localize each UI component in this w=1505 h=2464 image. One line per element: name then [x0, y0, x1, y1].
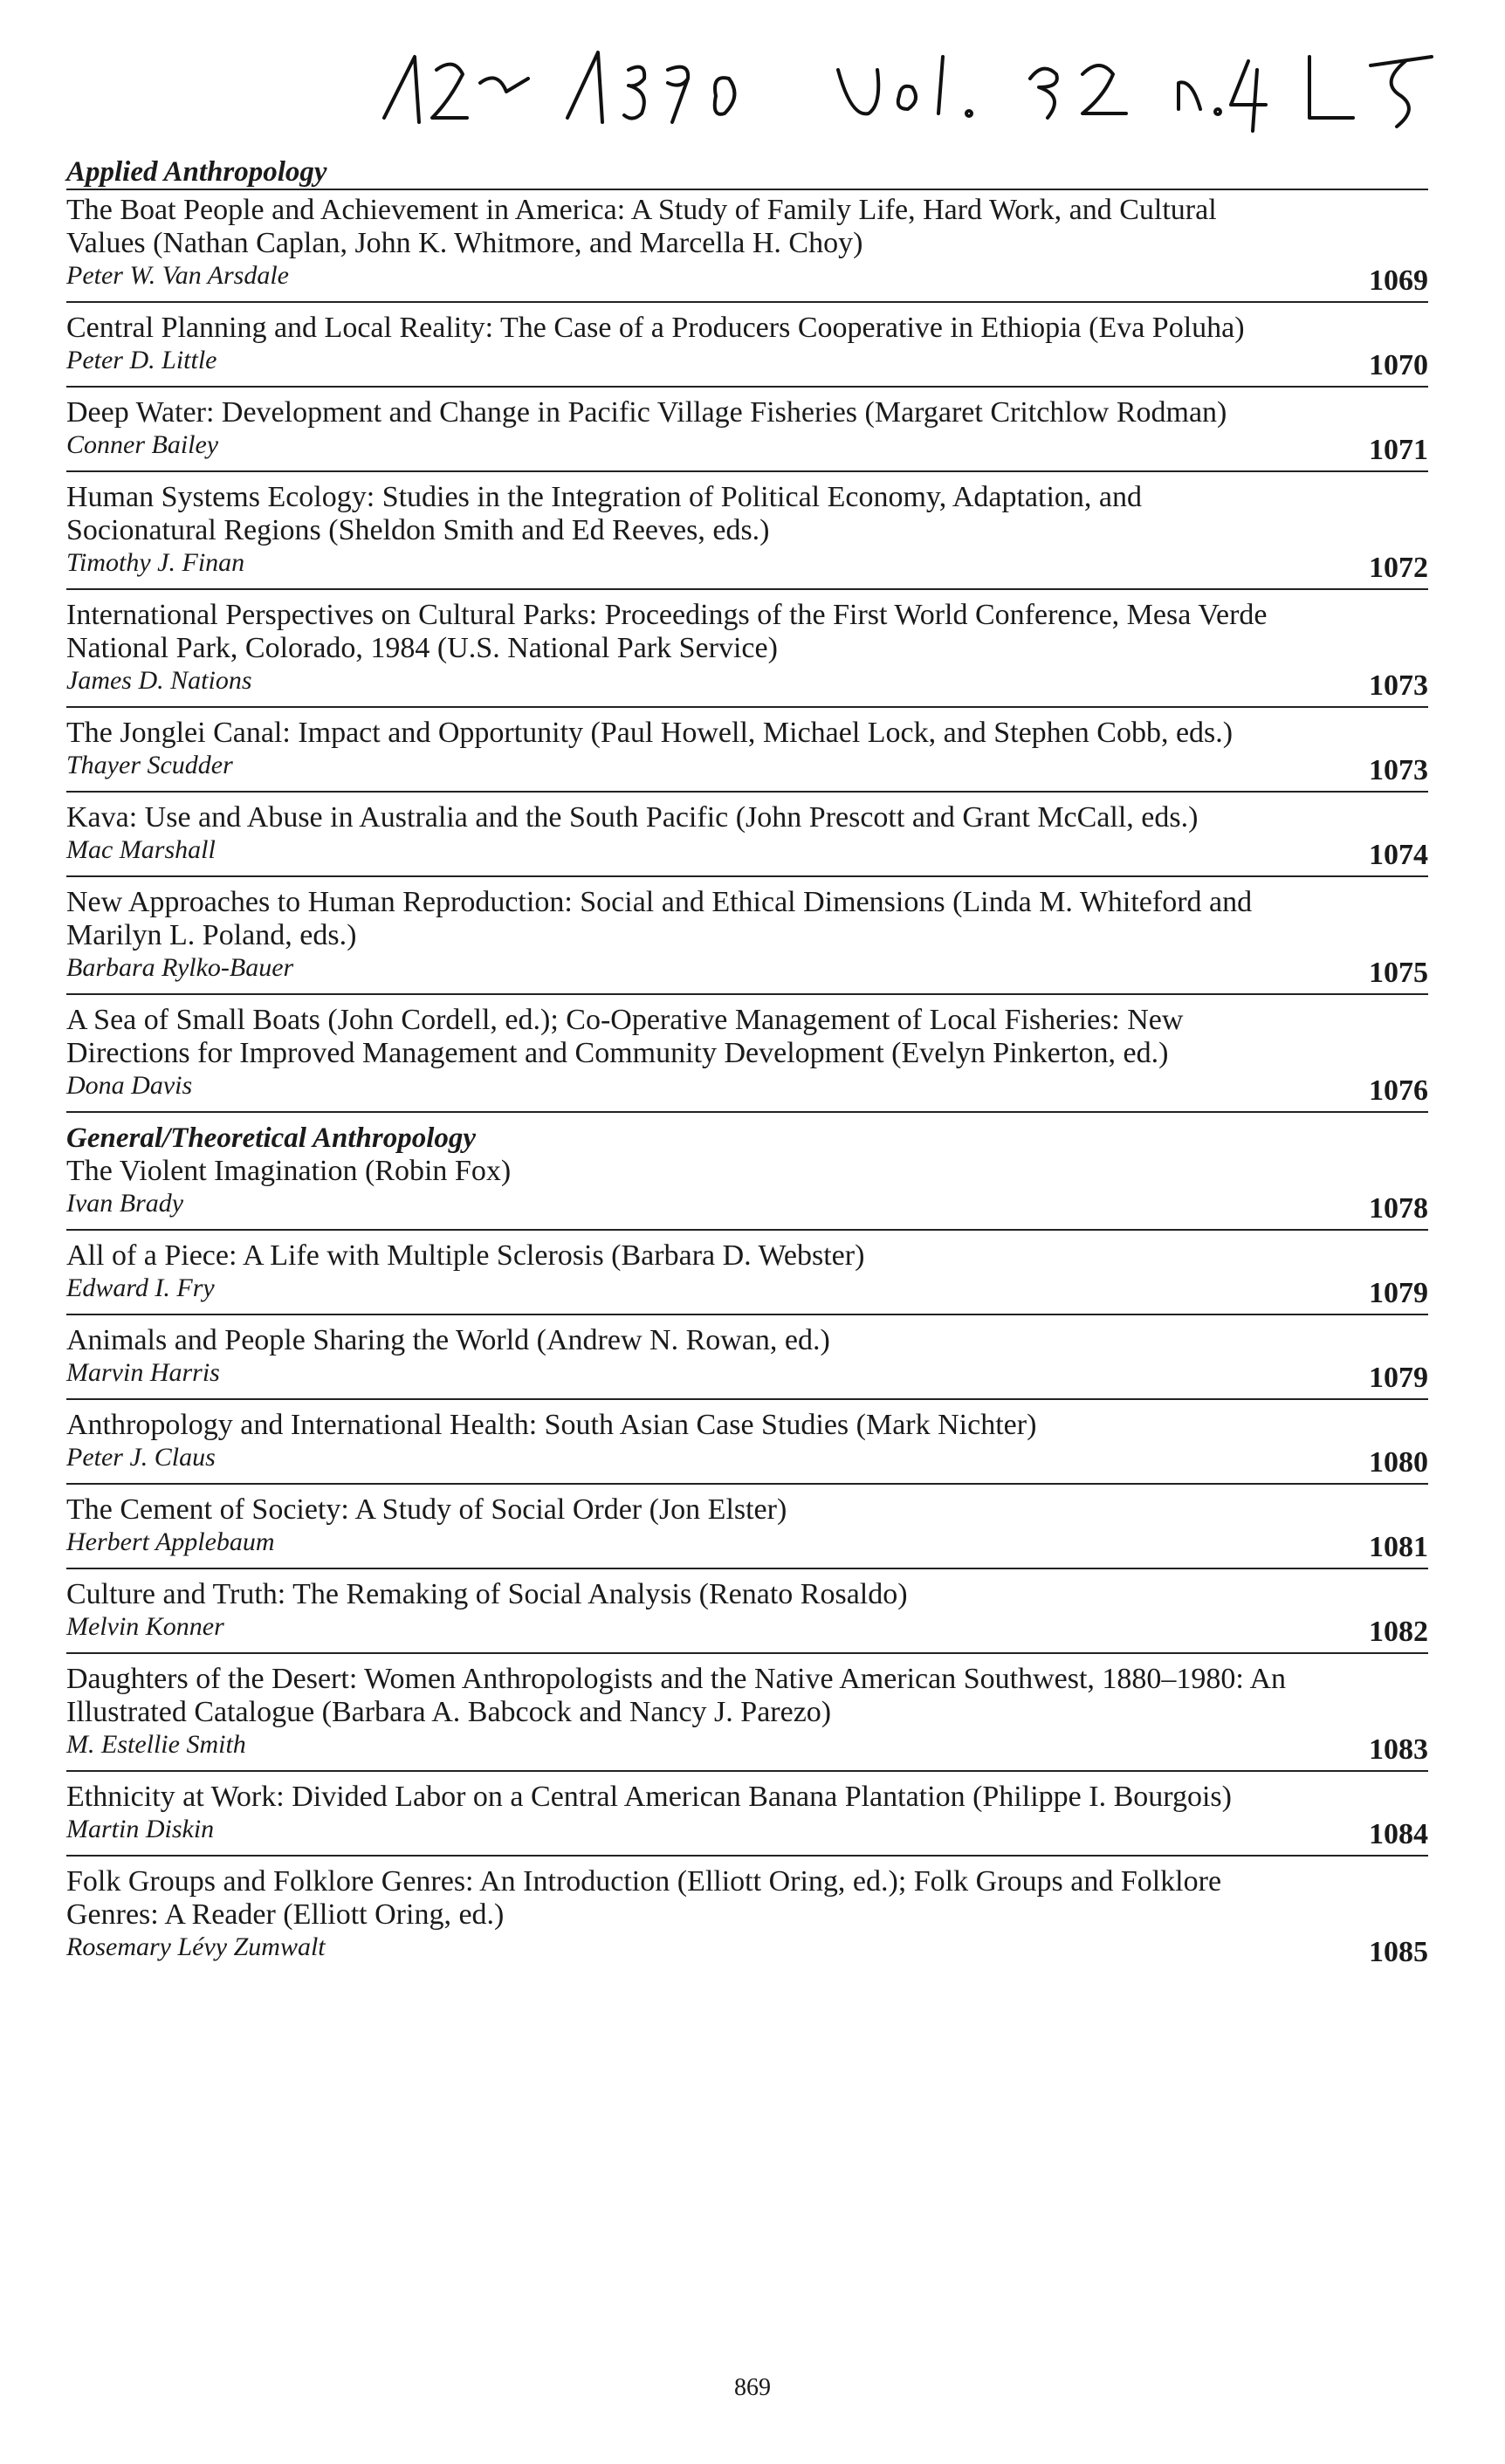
section-general-theoretical [66, 1122, 1428, 1973]
list-item [66, 1578, 1428, 1654]
reviewer-name: Barbara Rylko-Bauer [66, 953, 294, 982]
book-title: Deep Water: Development and Change in Pacific Village Fisheries (Margaret Critchlow Rodman) [66, 396, 1227, 429]
reviewer-name: Marvin Harris [66, 1358, 220, 1387]
book-title: Culture and Truth: The Remaking of Social Analysis (Renato Rosaldo) [66, 1578, 908, 1610]
list-item [66, 1409, 1428, 1485]
reviewer-name: Peter W. Van Arsdale [66, 261, 289, 290]
list-item [66, 599, 1428, 708]
reviewer-name: Ivan Brady [66, 1189, 184, 1218]
table-of-contents [66, 155, 1428, 1981]
page-number: 1076 [1369, 1074, 1428, 1107]
book-title: New Approaches to Human Reproduction: Social and Ethical Dimensions (Linda M. Whiteford and Marilyn L. Poland, eds.) [66, 886, 1253, 951]
list-item [66, 1781, 1428, 1857]
reviewer-name: Peter J. Claus [66, 1443, 216, 1472]
page-number: 1071 [1369, 434, 1428, 466]
list-item [66, 189, 1428, 303]
book-title: A Sea of Small Boats (John Cordell, ed.); Co-Operative Management of Local Fisheries: New Directions for Improved Management and Community Development (Evelyn Pinkerton, ed.) [66, 1004, 1184, 1069]
book-title: Daughters of the Desert: Women Anthropologists and the Native American Southwest, 1880–1980: An Illustrated Catalogue (Barbara A. Babcock and Nancy J. Parezo) [66, 1663, 1287, 1728]
page-number: 1081 [1369, 1531, 1428, 1563]
page-number: 1072 [1369, 552, 1428, 584]
list-item [66, 1865, 1428, 1973]
page-number: 1074 [1369, 839, 1428, 871]
reviewer-name: Melvin Konner [66, 1612, 224, 1641]
page-number: 1083 [1369, 1733, 1428, 1766]
book-title: The Violent Imagination (Robin Fox) [66, 1155, 512, 1187]
page-number: 1069 [1369, 264, 1428, 297]
book-title: Human Systems Ecology: Studies in the Integration of Political Economy, Adaptation, and Socionatural Regions (Sheldon Smith and Ed Reeves, eds.) [66, 481, 1143, 546]
page-number: 1082 [1369, 1616, 1428, 1648]
section-heading: General/Theoretical Anthropology [66, 1122, 477, 1154]
page-number: 1078 [1369, 1192, 1428, 1225]
book-title: Animals and People Sharing the World (Andrew N. Rowan, ed.) [66, 1324, 830, 1356]
list-item [66, 886, 1428, 995]
page-number: 1084 [1369, 1818, 1428, 1850]
list-item [66, 1324, 1428, 1400]
page-number: 1079 [1369, 1362, 1428, 1394]
list-item [66, 801, 1428, 877]
reviewer-name: Timothy J. Finan [66, 548, 245, 577]
book-title: Anthropology and International Health: South Asian Case Studies (Mark Nichter) [66, 1409, 1037, 1441]
reviewer-name: Conner Bailey [66, 430, 219, 459]
reviewer-name: Martin Diskin [66, 1815, 215, 1843]
book-title: All of a Piece: A Life with Multiple Sclerosis (Barbara D. Webster) [66, 1239, 865, 1272]
list-item [66, 1155, 1428, 1231]
page-number: 1075 [1369, 957, 1428, 989]
book-title: The Cement of Society: A Study of Social Order (Jon Elster) [66, 1493, 787, 1526]
book-title: International Perspectives on Cultural Parks: Proceedings of the First World Conference, Mesa Verde National Park, Colorado, 1984 (U.S. National Park Service) [66, 599, 1268, 664]
page-number: 1073 [1369, 669, 1428, 702]
page-number: 1085 [1369, 1936, 1428, 1968]
list-item [66, 717, 1428, 793]
reviewer-name: Thayer Scudder [66, 751, 233, 779]
reviewer-name: James D. Nations [66, 666, 252, 695]
reviewer-name: Peter D. Little [66, 346, 217, 374]
list-item [66, 396, 1428, 472]
reviewer-name: M. Estellie Smith [66, 1730, 246, 1759]
reviewer-name: Herbert Applebaum [66, 1527, 275, 1556]
list-item [66, 312, 1428, 388]
reviewer-name: Rosemary Lévy Zumwalt [66, 1932, 326, 1961]
page-number: 1073 [1369, 754, 1428, 786]
handwritten-call-number-icon [367, 35, 1467, 140]
handwritten-call-number [367, 35, 1467, 140]
page-number: 1080 [1369, 1446, 1428, 1479]
page-number: 1079 [1369, 1277, 1428, 1309]
section-heading: Applied Anthropology [66, 156, 327, 188]
list-item [66, 1493, 1428, 1569]
reviewer-name: Mac Marshall [66, 835, 216, 864]
list-item [66, 1663, 1428, 1772]
book-title: Folk Groups and Folklore Genres: An Introduction (Elliott Oring, ed.); Folk Groups and Folklore Genres: A Reader (Elliott Oring, ed.) [66, 1865, 1222, 1931]
folio-page-number: 869 [734, 2374, 771, 2401]
reviewer-name: Dona Davis [66, 1071, 193, 1100]
book-title: Ethnicity at Work: Divided Labor on a Central American Banana Plantation (Philippe I. Bourgois) [66, 1781, 1232, 1813]
page-number: 1070 [1369, 349, 1428, 381]
book-title: Kava: Use and Abuse in Australia and the South Pacific (John Prescott and Grant McCall, eds.) [66, 801, 1199, 834]
book-title: The Boat People and Achievement in America: A Study of Family Life, Hard Work, and Cultural Values (Nathan Caplan, John K. Whitmore, and Marcella H. Choy) [66, 194, 1217, 259]
section-applied [66, 155, 1428, 1113]
list-item [66, 1004, 1428, 1113]
list-item [66, 481, 1428, 590]
list-item [66, 1239, 1428, 1315]
book-title: The Jonglei Canal: Impact and Opportunity (Paul Howell, Michael Lock, and Stephen Cobb, eds.) [66, 717, 1234, 749]
book-title: Central Planning and Local Reality: The Case of a Producers Cooperative in Ethiopia (Eva Poluha) [66, 312, 1245, 344]
reviewer-name: Edward I. Fry [66, 1273, 215, 1302]
